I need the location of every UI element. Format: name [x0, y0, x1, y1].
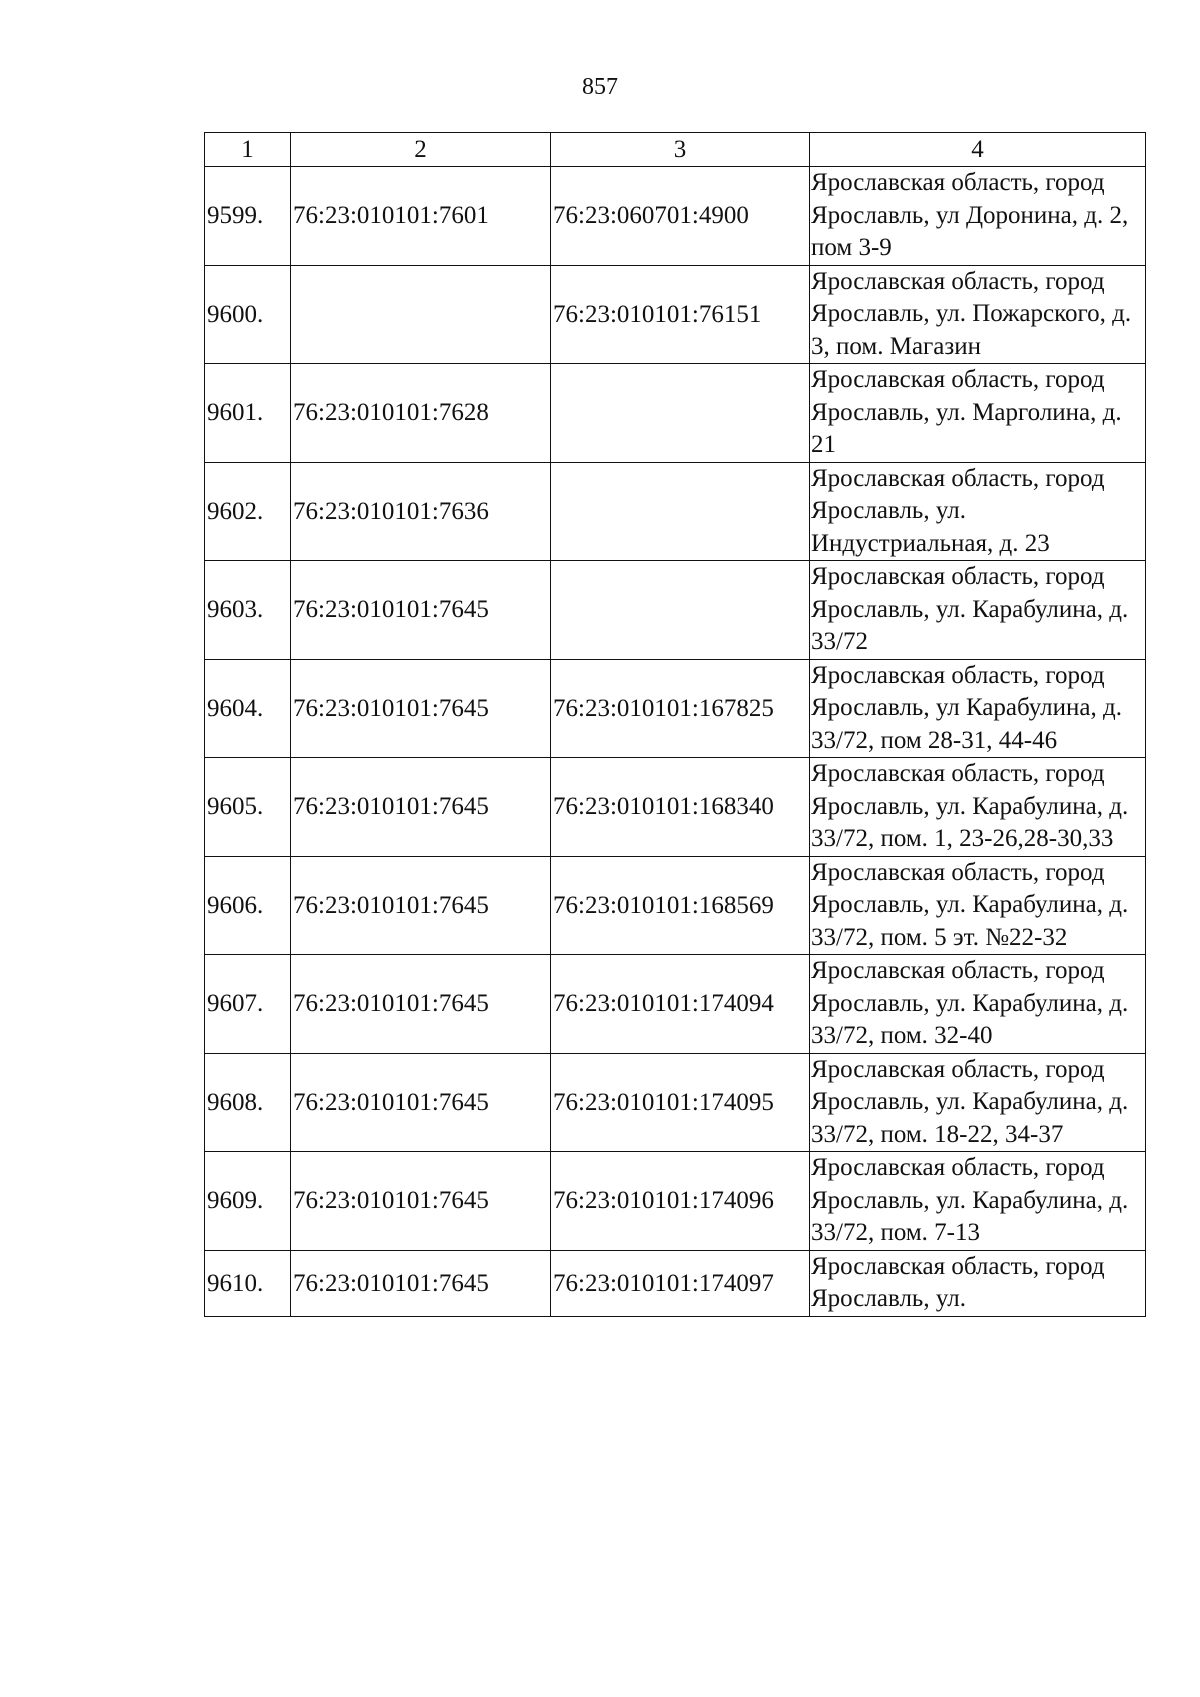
object-cadastral-number: 76:23:010101:168569: [551, 856, 810, 955]
parcel-cadastral-number: 76:23:010101:7645: [291, 955, 551, 1054]
row-number: 9605.: [205, 758, 291, 857]
address: Ярославская область, город Ярославль, ул. Карабулина, д. 33/72, пом. 18-22, 34-37: [810, 1053, 1146, 1152]
parcel-cadastral-number: 76:23:010101:7636: [291, 462, 551, 561]
object-cadastral-number: 76:23:010101:174097: [551, 1250, 810, 1316]
object-cadastral-number: [551, 561, 810, 660]
column-header: 4: [810, 133, 1146, 167]
registry-table: [204, 132, 1146, 1317]
table-row: [205, 167, 1146, 266]
parcel-cadastral-number: 76:23:010101:7645: [291, 758, 551, 857]
page-number: 857: [582, 74, 618, 100]
row-number: 9602.: [205, 462, 291, 561]
row-number: 9600.: [205, 265, 291, 364]
table-row: [205, 659, 1146, 758]
table-row: [205, 265, 1146, 364]
column-header: 3: [551, 133, 810, 167]
table-row: [205, 758, 1146, 857]
parcel-cadastral-number: 76:23:010101:7645: [291, 1250, 551, 1316]
address: Ярославская область, город Ярославль, ул. Карабулина, д. 33/72, пом. 5 эт. №22-32: [810, 856, 1146, 955]
address: Ярославская область, город Ярославль, ул. Карабулина, д. 33/72, пом. 32-40: [810, 955, 1146, 1054]
object-cadastral-number: 76:23:010101:76151: [551, 265, 810, 364]
table-row: [205, 1250, 1146, 1316]
object-cadastral-number: 76:23:010101:174096: [551, 1152, 810, 1251]
address: Ярославская область, город Ярославль, ул. Карабулина, д. 33/72: [810, 561, 1146, 660]
table-row: [205, 364, 1146, 463]
object-cadastral-number: 76:23:010101:167825: [551, 659, 810, 758]
object-cadastral-number: 76:23:010101:168340: [551, 758, 810, 857]
object-cadastral-number: [551, 364, 810, 463]
row-number: 9607.: [205, 955, 291, 1054]
row-number: 9603.: [205, 561, 291, 660]
table-row: [205, 462, 1146, 561]
table-row: [205, 955, 1146, 1054]
object-cadastral-number: 76:23:010101:174094: [551, 955, 810, 1054]
address: Ярославская область, город Ярославль, ул.: [810, 1250, 1146, 1316]
parcel-cadastral-number: 76:23:010101:7645: [291, 561, 551, 660]
row-number: 9606.: [205, 856, 291, 955]
table-row: [205, 561, 1146, 660]
row-number: 9599.: [205, 167, 291, 266]
address: Ярославская область, город Ярославль, ул. Карабулина, д. 33/72, пом. 7-13: [810, 1152, 1146, 1251]
address: Ярославская область, город Ярославль, ул. Пожарского, д. 3, пом. Магазин: [810, 265, 1146, 364]
address: Ярославская область, город Ярославль, ул Карабулина, д. 33/72, пом 28-31, 44-46: [810, 659, 1146, 758]
parcel-cadastral-number: 76:23:010101:7645: [291, 1152, 551, 1251]
object-cadastral-number: [551, 462, 810, 561]
row-number: 9601.: [205, 364, 291, 463]
table-row: [205, 856, 1146, 955]
table-row: [205, 1053, 1146, 1152]
row-number: 9604.: [205, 659, 291, 758]
row-number: 9610.: [205, 1250, 291, 1316]
column-header: 2: [291, 133, 551, 167]
parcel-cadastral-number: 76:23:010101:7601: [291, 167, 551, 266]
address: Ярославская область, город Ярославль, ул Доронина, д. 2, пом 3-9: [810, 167, 1146, 266]
object-cadastral-number: 76:23:010101:174095: [551, 1053, 810, 1152]
column-header: 1: [205, 133, 291, 167]
address: Ярославская область, город Ярославль, ул. Марголина, д. 21: [810, 364, 1146, 463]
row-number: 9608.: [205, 1053, 291, 1152]
address: Ярославская область, город Ярославль, ул. Карабулина, д. 33/72, пом. 1, 23-26,28-30,33: [810, 758, 1146, 857]
table-row: [205, 1152, 1146, 1251]
address: Ярославская область, город Ярославль, ул. Индустриальная, д. 23: [810, 462, 1146, 561]
row-number: 9609.: [205, 1152, 291, 1251]
parcel-cadastral-number: [291, 265, 551, 364]
object-cadastral-number: 76:23:060701:4900: [551, 167, 810, 266]
parcel-cadastral-number: 76:23:010101:7645: [291, 659, 551, 758]
table-header-row: [205, 133, 1146, 167]
parcel-cadastral-number: 76:23:010101:7645: [291, 1053, 551, 1152]
parcel-cadastral-number: 76:23:010101:7628: [291, 364, 551, 463]
parcel-cadastral-number: 76:23:010101:7645: [291, 856, 551, 955]
